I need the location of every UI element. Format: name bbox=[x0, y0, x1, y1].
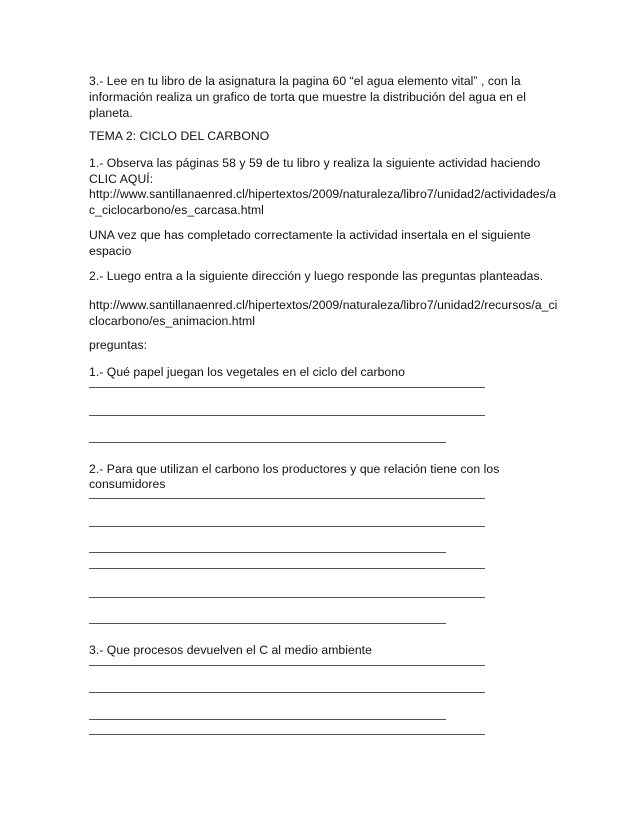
insert-activity-line-1: UNA vez que has completado correctamente la actividad insertala en el siguiente bbox=[89, 228, 531, 242]
answer-line bbox=[89, 387, 485, 388]
answer-line bbox=[89, 568, 485, 569]
insert-activity-line-2: espacio bbox=[89, 244, 132, 258]
answer-line bbox=[89, 415, 485, 416]
answer-line bbox=[89, 552, 446, 553]
activity1-line-1: 1.- Observa las páginas 58 y 59 de tu libro y realiza la siguiente actividad haciendo bbox=[89, 156, 541, 170]
answer-line bbox=[89, 665, 485, 666]
carcasa-url-line-2[interactable]: c_ciclocarbono/es_carcasa.html bbox=[89, 203, 264, 217]
click-here-link[interactable]: CLIC AQUÍ: bbox=[89, 172, 154, 186]
answer-line bbox=[89, 526, 485, 527]
question-1: 1.- Qué papel juegan los vegetales en el ciclo del carbono bbox=[89, 365, 405, 379]
answer-line bbox=[89, 498, 485, 499]
activity3-line-3: planeta. bbox=[89, 106, 133, 120]
activity3-line-2: información realiza un grafico de torta que muestre la distribución del agua en el bbox=[89, 90, 527, 104]
question-2-line-2: consumidores bbox=[89, 477, 166, 491]
animation-url-line-2[interactable]: clocarbono/es_animacion.html bbox=[89, 314, 256, 328]
animation-url-line-1[interactable]: http://www.santillanaenred.cl/hipertextos/2009/naturaleza/libro7/unidad2/recursos/a_ci bbox=[89, 298, 558, 312]
section-title: TEMA 2: CICLO DEL CARBONO bbox=[89, 129, 270, 143]
questions-label: preguntas: bbox=[89, 338, 148, 352]
answer-line bbox=[89, 719, 446, 720]
activity3-line-1: 3.- Lee en tu libro de la asignatura la pagina 60 “el agua elemento vital” , con la bbox=[89, 74, 521, 88]
answer-line bbox=[89, 692, 485, 693]
answer-line bbox=[89, 442, 446, 443]
question-2-line-1: 2.- Para que utilizan el carbono los productores y que relación tiene con los bbox=[89, 462, 500, 476]
answer-line bbox=[89, 623, 446, 624]
activity2-instruction: 2.- Luego entra a la siguiente dirección y luego responde las preguntas planteadas. bbox=[89, 269, 544, 283]
question-3: 3.- Que procesos devuelven el C al medio ambiente bbox=[89, 643, 372, 657]
answer-line bbox=[89, 734, 485, 735]
carcasa-url-line-1[interactable]: http://www.santillanaenred.cl/hipertextos/2009/naturaleza/libro7/unidad2/actividades/a bbox=[89, 187, 557, 201]
answer-line bbox=[89, 597, 485, 598]
